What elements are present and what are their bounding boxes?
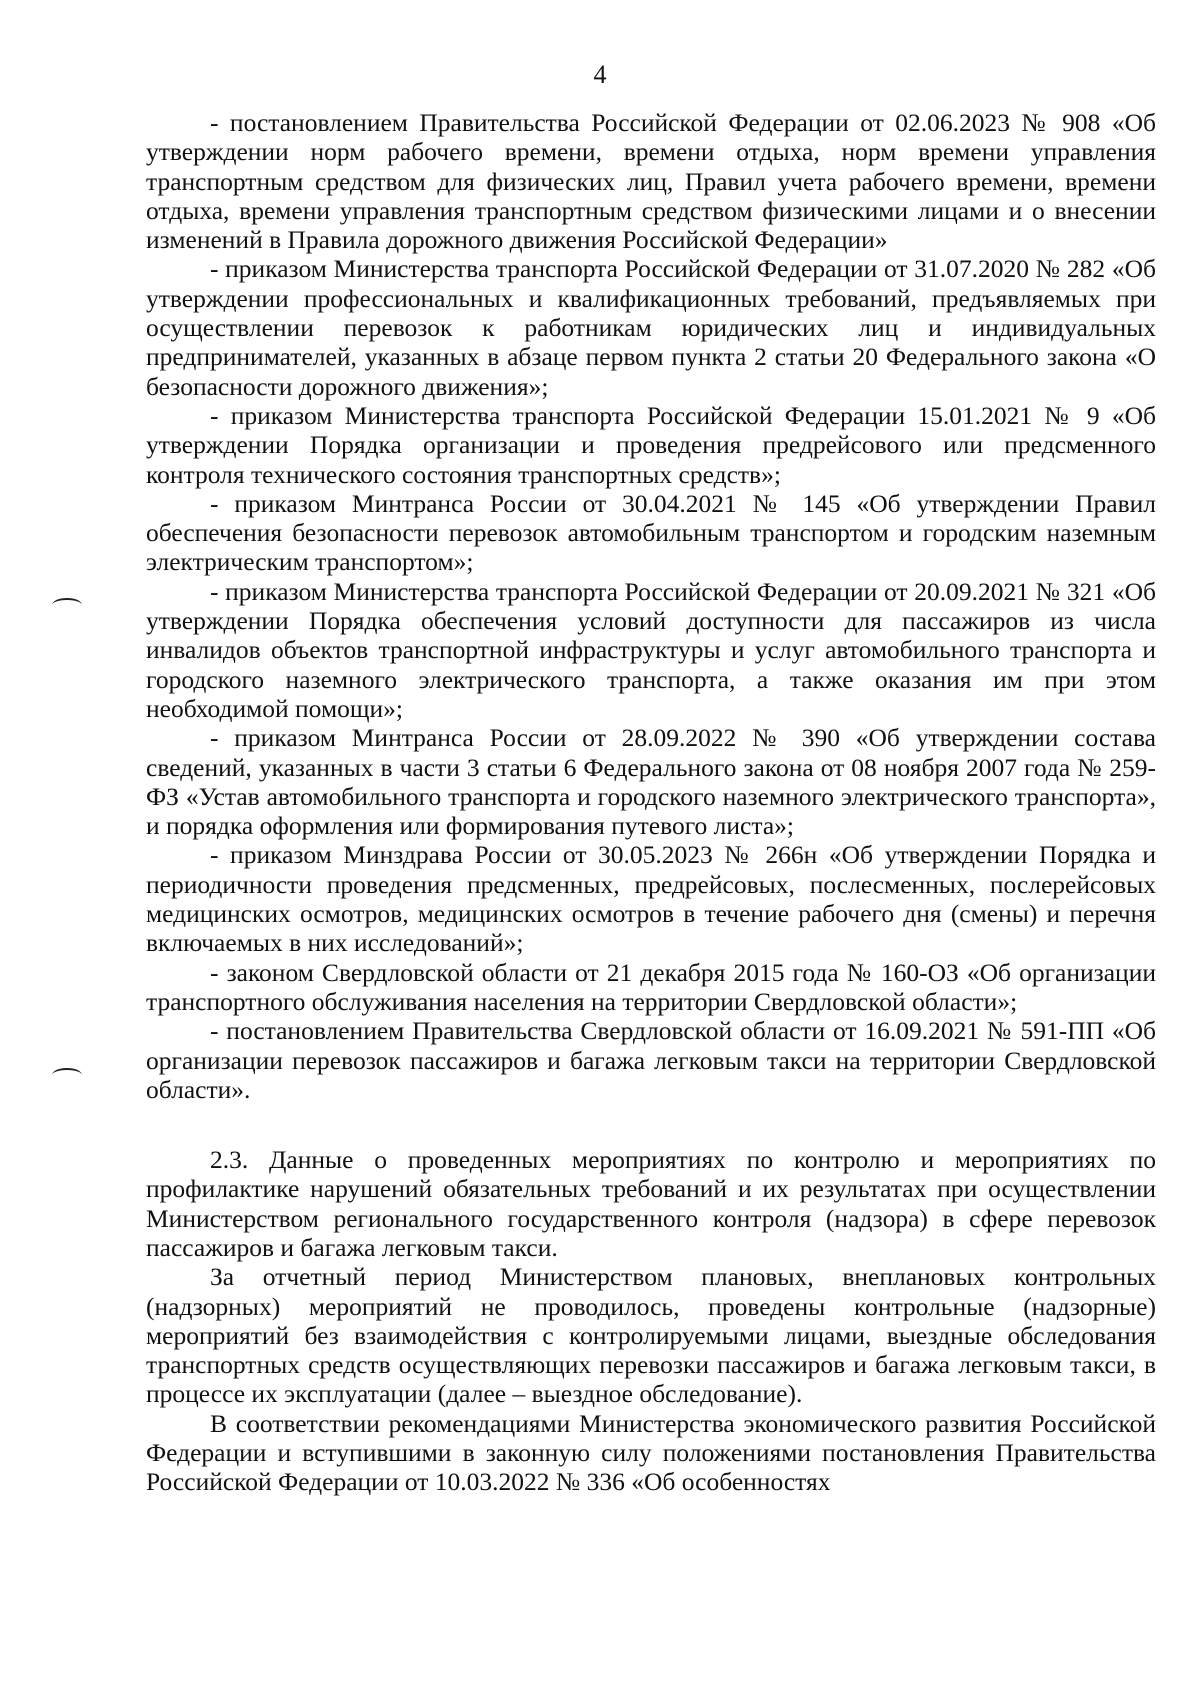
section-2-3-heading-paragraph: 2.3. Данные о проведенных мероприятиях по контролю и мероприятиях по профилактике нарушений обязательных требований и их результатах при осуществлении Министерством регионального государственного контроля (надзора) в сфере перевозок пассажиров и багажа легковым такси. [146, 1145, 1156, 1262]
document-body [146, 108, 1156, 1497]
list-item-order-9: - приказом Министерства транспорта Российской Федерации 15.01.2021 № 9 «Об утверждении Порядка организации и проведения предрейсового или предсменного контроля технического состояния транспортных средств»; [146, 400, 1156, 489]
list-item-order-321: - приказом Министерства транспорта Российской Федерации от 20.09.2021 № 321 «Об утверждении Порядка обеспечения условий доступности для пассажиров из числа инвалидов объектов транспортной инфраструктуры и услуг автомобильного транспорта и городского наземного электрического транспорта, а также оказания им при этом необходимой помощи»; [146, 576, 1156, 723]
list-item-order-390: - приказом Минтранса России от 28.09.2022 № 390 «Об утверждении состава сведений, указанных в части 3 статьи 6 Федерального закона от 08 ноября 2007 года № 259-ФЗ «Устав автомобильного транспорта и городского наземного электрического транспорта», и порядка оформления или формирования путевого листа»; [146, 723, 1156, 841]
list-item-order-145: - приказом Минтранса России от 30.04.2021 № 145 «Об утверждении Правил обеспечения безопасности перевозок автомобильным транспортом и городским наземным электрическим транспортом»; [146, 488, 1156, 577]
list-item-order-282: - приказом Министерства транспорта Российской Федерации от 31.07.2020 № 282 «Об утверждении профессиональных и квалификационных требований, предъявляемых при осуществлении перевозок к работникам юридических лиц и индивидуальных предпринимателей, указанных в абзаце первом пункта 2 статьи 20 Федерального закона «О безопасности дорожного движения»; [146, 254, 1156, 401]
list-item-government-decree-908: - постановлением Правительства Российской Федерации от 02.06.2023 № 908 «Об утверждении норм рабочего времени, времени отдыха, норм времени управления транспортным средством для физических лиц, Правил учета рабочего времени, времени отдыха, времени управления транспортным средством физическими лицами и о внесении изменений в Правила дорожного движения Российской Федерации» [146, 108, 1156, 255]
reporting-period-paragraph: За отчетный период Министерством плановых, внеплановых контрольных (надзорных) мероприятий не проводилось, проведены контрольные (надзорные) мероприятий без взаимодействия с контролируемыми лицами, выездные обследования транспортных средств осуществляющих перевозки пассажиров и багажа легковым такси, в процессе их эксплуатации (далее – выездное обследование). [146, 1262, 1156, 1409]
binder-hole-mark [52, 1068, 82, 1082]
section-gap [146, 1104, 1156, 1145]
list-item-law-160-oz: - законом Свердловской области от 21 декабря 2015 года № 160-ОЗ «Об организации транспортного обслуживания населения на территории Свердловской области»; [146, 957, 1156, 1016]
recommendations-paragraph: В соответствии рекомендациями Министерства экономического развития Российской Федерации и вступившими в законную силу положениями постановления Правительства Российской Федерации от 10.03.2022 № 336 «Об особенностях [146, 1408, 1156, 1497]
list-item-order-266n: - приказом Минздрава России от 30.05.2023 № 266н «Об утверждении Порядка и периодичности проведения предсменных, предрейсовых, послесменных, послерейсовых медицинских осмотров, медицинских осмотров в течение рабочего дня (смены) и перечня включаемых в них исследований»; [146, 840, 1156, 958]
binder-hole-mark [52, 598, 82, 612]
list-item-decree-591-pp: - постановлением Правительства Свердловской области от 16.09.2021 № 591-ПП «Об организации перевозок пассажиров и багажа легковым такси на территории Свердловской области». [146, 1016, 1156, 1104]
page-number: 4 [593, 60, 607, 89]
